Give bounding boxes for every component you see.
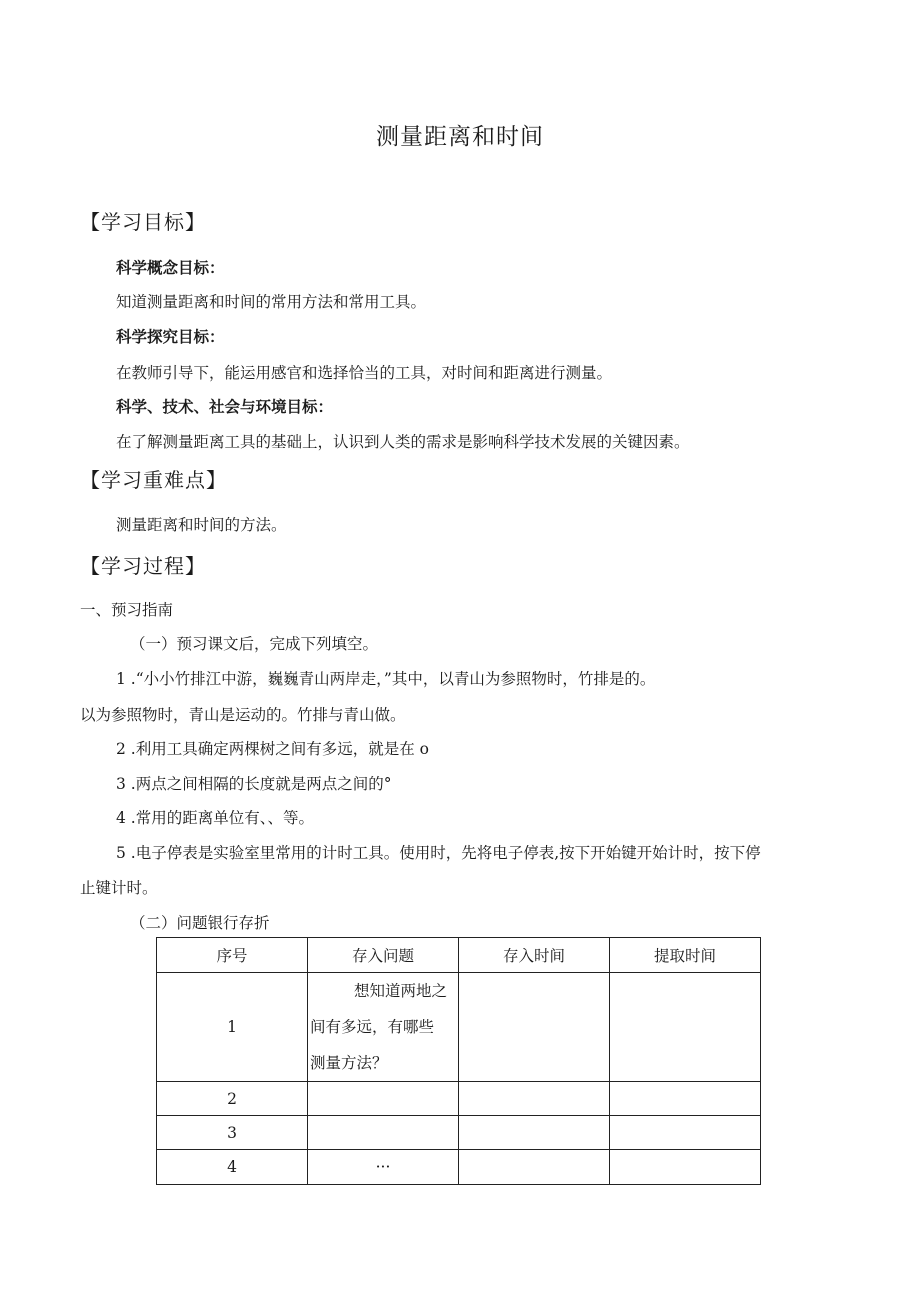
question-line: 间有多远，有哪些 xyxy=(310,1018,435,1036)
deposit-time-cell[interactable] xyxy=(459,973,610,1082)
deposit-time-cell[interactable] xyxy=(459,1116,610,1150)
withdraw-time-cell[interactable] xyxy=(610,1150,761,1185)
question-item-5-continued: 止键计时。 xyxy=(80,879,158,897)
row-number: 4 xyxy=(157,1150,308,1185)
question-item-2: 2 .利用工具确定两棵树之间有多远，就是在 o xyxy=(116,740,429,758)
deposit-time-cell[interactable] xyxy=(459,1082,610,1116)
key-points-heading: 【学习重难点】 xyxy=(80,468,227,492)
question-line: 想知道两地之 xyxy=(354,982,448,1000)
question-cell[interactable] xyxy=(308,1116,459,1150)
question-cell xyxy=(308,973,459,1082)
header-question: 存入问题 xyxy=(308,938,459,973)
question-item-1-continued: 以为参照物时，青山是运动的。竹排与青山做。 xyxy=(80,706,406,724)
objectives-heading: 【学习目标】 xyxy=(80,210,206,234)
header-withdraw-time: 提取时间 xyxy=(610,938,761,973)
stse-goal-label: 科学、技术、社会与环境目标： xyxy=(116,398,334,416)
table-row xyxy=(157,973,761,1082)
section-preview-guide: 一、预习指南 xyxy=(80,601,174,619)
part-fill-blanks: （一）预习课文后，完成下列填空。 xyxy=(130,635,379,653)
question-item-4: 4 .常用的距离单位有、、等。 xyxy=(116,809,314,827)
table-header-row xyxy=(157,938,761,973)
key-points-text: 测量距离和时间的方法。 xyxy=(116,516,287,534)
inquiry-goal-text: 在教师引导下，能运用感官和选择恰当的工具，对时间和距离进行测量。 xyxy=(116,364,613,382)
question-cell[interactable] xyxy=(308,1082,459,1116)
part-question-bank: （二）问题银行存折 xyxy=(130,914,270,932)
question-line: 测量方法？ xyxy=(310,1054,388,1072)
withdraw-time-cell[interactable] xyxy=(610,973,761,1082)
concept-goal-label: 科学概念目标： xyxy=(116,259,225,277)
question-item-5: 5 .电子停表是实验室里常用的计时工具。使用时，先将电子停表,按下开始键开始计时，按下停 xyxy=(116,844,761,862)
concept-goal-text: 知道测量距离和时间的常用方法和常用工具。 xyxy=(116,293,427,311)
question-cell[interactable]: ··· xyxy=(308,1150,459,1185)
withdraw-time-cell[interactable] xyxy=(610,1082,761,1116)
question-item-1: 1 .“小小竹排江中游，巍巍青山两岸走，”其中，以青山为参照物时，竹排是的。 xyxy=(116,670,656,688)
question-bank-table xyxy=(156,937,761,1185)
inquiry-goal-label: 科学探究目标： xyxy=(116,328,225,346)
header-deposit-time: 存入时间 xyxy=(459,938,610,973)
withdraw-time-cell[interactable] xyxy=(610,1116,761,1150)
header-number: 序号 xyxy=(157,938,308,973)
page-title: 测量距离和时间 xyxy=(376,124,544,150)
row-number: 3 xyxy=(157,1116,308,1150)
table-row xyxy=(157,1150,761,1185)
row-number: 1 xyxy=(157,973,308,1082)
deposit-time-cell[interactable] xyxy=(459,1150,610,1185)
question-item-3: 3 .两点之间相隔的长度就是两点之间的° xyxy=(116,775,392,793)
process-heading: 【学习过程】 xyxy=(80,554,206,578)
table-row xyxy=(157,1082,761,1116)
stse-goal-text: 在了解测量距离工具的基础上，认识到人类的需求是影响科学技术发展的关键因素。 xyxy=(116,433,690,451)
row-number: 2 xyxy=(157,1082,308,1116)
table-row xyxy=(157,1116,761,1150)
